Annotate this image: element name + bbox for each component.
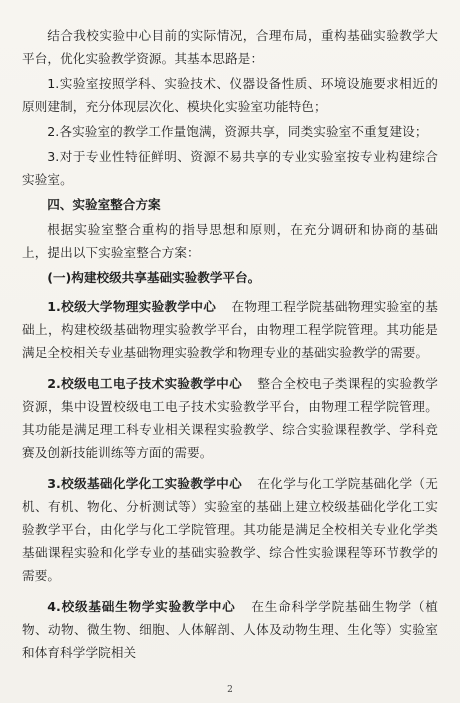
item-3-lead: 3.校级基础化学化工实验教学中心: [47, 476, 243, 491]
item-3-paragraph: [22, 472, 438, 587]
point-3-paragraph: 3.对于专业性特征鲜明、资源不易共享的专业实验室按专业构建综合实验室。: [22, 149, 438, 187]
subsection-1-title: (一)构建校级共享基础实验教学平台。: [47, 270, 261, 285]
section-4-title: 四、实验室整合方案: [47, 197, 161, 212]
item-1-body: 在物理工程学院基础物理实验室的基础上，构建校级基础物理实验教学平台，由物理工程学院管理。其功能是满足全校相关专业基础物理实验教学和物理专业的基础实验教学的需要。: [22, 299, 438, 360]
item-4-lead: 4.校级基础生物学实验教学中心: [47, 599, 236, 614]
item-4-body: 在生命科学学院基础生物学（植物、动物、微生物、细胞、人体解剖、人体及动物生理、生化等）实验室和体育科学学院相关: [22, 599, 438, 660]
point-1-paragraph: 1.实验室按照学科、实验技术、仪器设备性质、环境设施要求相近的原则建制，充分体现层次化、模块化实验室功能特色；: [22, 76, 438, 114]
point-2-paragraph: 2.各实验室的教学工作量饱满，资源共享，同类实验室不重复建设；: [47, 124, 428, 139]
intro-paragraph: 结合我校实验中心目前的实际情况，合理布局，重构基础实验教学大平台，优化实验教学资源。其基本思路是：: [22, 28, 438, 66]
item-1-lead: 1.校级大学物理实验教学中心: [47, 299, 217, 314]
item-1-paragraph: [22, 295, 438, 364]
item-4-paragraph: [22, 595, 438, 664]
item-3-body: 在化学与化工学院基础化学（无机、有机、物化、分析测试等）实验室的基础上建立校级基础化学化工实验教学平台，由化学与化工学院管理。其功能是满足全校相关专业化学类基础课程实验和化学专业的基础实验教学、综合性实验课程等环节教学的需要。: [22, 476, 438, 583]
item-2-lead: 2.校级电工电子技术实验教学中心: [47, 376, 243, 391]
section-4-intro: 根据实验室整合重构的指导思想和原则，在充分调研和协商的基础上，提出以下实验室整合方案：: [22, 222, 438, 260]
page-number: 2: [227, 685, 233, 695]
item-2-paragraph: [22, 372, 438, 464]
item-2-body: 整合全校电子类课程的实验教学资源，集中设置校级电工电子技术实验教学平台，由物理工程学院管理。其功能是满足理工科专业相关课程实验教学、综合实验课程教学、学科竞赛及创新技能训练等方面的需要。: [22, 376, 438, 460]
